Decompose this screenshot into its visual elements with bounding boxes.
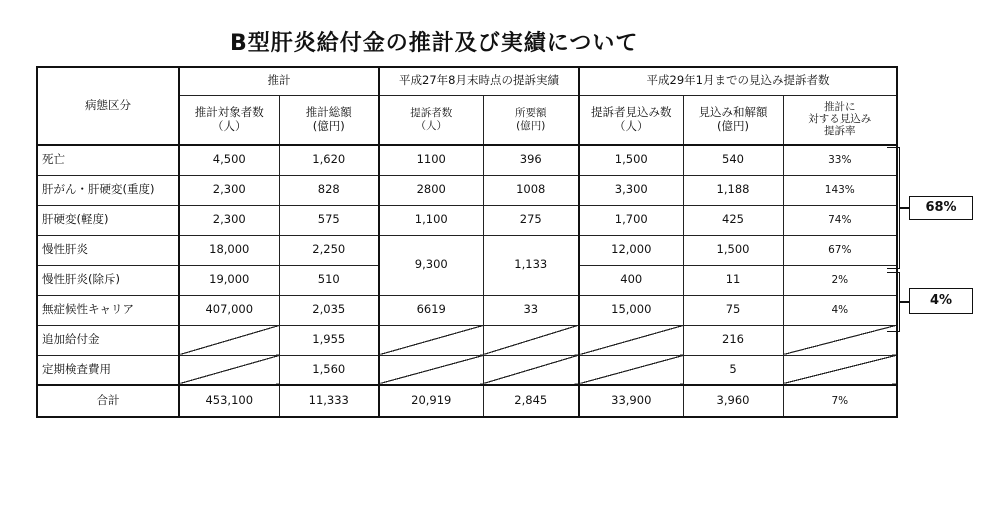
cell-fc-people: 1,500 (579, 145, 683, 175)
total-act-amount: 2,845 (483, 385, 579, 417)
total-label: 合計 (37, 385, 179, 417)
row-category: 定期検査費用 (37, 355, 179, 385)
cell-act-people: 1100 (379, 145, 483, 175)
table-row (37, 145, 897, 175)
row-category: 肝硬変(軽度) (37, 205, 179, 235)
cell-fc-amount: 216 (683, 325, 783, 355)
cell-empty-diagonal (379, 355, 483, 385)
cell-rate: 33% (783, 145, 897, 175)
header-est-amount (279, 95, 379, 145)
cell-fc-amount: 1,188 (683, 175, 783, 205)
total-act-people: 20,919 (379, 385, 483, 417)
cell-empty-diagonal (783, 325, 897, 355)
cell-fc-people: 1,700 (579, 205, 683, 235)
cell-empty-diagonal (483, 355, 579, 385)
cell-est-amount: 575 (279, 205, 379, 235)
cell-act-people: 2800 (379, 175, 483, 205)
cell-act-amount-merged: 1,133 (483, 235, 579, 295)
header-act-amount-label: 所要額 (515, 107, 547, 120)
total-est-people: 453,100 (179, 385, 279, 417)
cell-empty-diagonal (579, 325, 683, 355)
cell-est-people: 4,500 (179, 145, 279, 175)
header-fc-amount (683, 95, 783, 145)
cell-act-people-merged: 9,300 (379, 235, 483, 295)
table-row (37, 295, 897, 325)
cell-empty-diagonal (179, 355, 279, 385)
upper-bracket-tick (899, 207, 909, 209)
estimate-table (36, 66, 898, 418)
cell-rate: 74% (783, 205, 897, 235)
header-fc-rate (783, 95, 897, 145)
header-group-estimate: 推計 (179, 67, 379, 95)
cell-rate: 4% (783, 295, 897, 325)
header-est-people-unit: （人） (212, 118, 247, 133)
header-fc-rate-line3: 提訴率 (824, 124, 856, 137)
header-fc-rate-line1: 推計に (824, 101, 856, 114)
row-category: 無症候性キャリア (37, 295, 179, 325)
cell-fc-amount: 425 (683, 205, 783, 235)
cell-est-people: 2,300 (179, 205, 279, 235)
table-row (37, 235, 897, 265)
cell-fc-amount: 1,500 (683, 235, 783, 265)
upper-callout-box: 68% (909, 196, 973, 220)
total-est-amount: 11,333 (279, 385, 379, 417)
header-act-people (379, 95, 483, 145)
cell-empty-diagonal (379, 325, 483, 355)
cell-rate: 143% (783, 175, 897, 205)
header-est-people-label: 推計対象者数 (194, 104, 264, 119)
cell-est-people: 18,000 (179, 235, 279, 265)
header-act-amount (483, 95, 579, 145)
cell-rate: 67% (783, 235, 897, 265)
cell-fc-people: 3,300 (579, 175, 683, 205)
lower-bracket-tick (899, 301, 909, 303)
header-fc-rate-line2: 対する見込み (808, 112, 872, 125)
header-fc-people-unit: （人） (614, 118, 649, 133)
header-act-people-unit: （人） (415, 119, 447, 132)
cell-act-amount: 1008 (483, 175, 579, 205)
lower-callout-box: 4% (909, 288, 973, 314)
header-fc-people-label: 提訴者見込み数 (591, 104, 672, 119)
row-category: 肝がん・肝硬変(重度) (37, 175, 179, 205)
cell-est-amount: 1,560 (279, 355, 379, 385)
header-group-actual: 平成27年8月末時点の提訴実績 (379, 67, 579, 95)
header-fc-people (579, 95, 683, 145)
cell-est-people: 19,000 (179, 265, 279, 295)
cell-est-amount: 2,035 (279, 295, 379, 325)
header-fc-amount-unit: (億円) (717, 118, 749, 133)
row-category: 追加給付金 (37, 325, 179, 355)
table-row (37, 205, 897, 235)
header-act-people-label: 提訴者数 (410, 107, 453, 120)
total-row (37, 385, 897, 417)
cell-act-amount: 275 (483, 205, 579, 235)
cell-act-people: 1,100 (379, 205, 483, 235)
cell-fc-amount: 11 (683, 265, 783, 295)
cell-act-amount: 396 (483, 145, 579, 175)
cell-est-amount: 2,250 (279, 235, 379, 265)
cell-est-people: 2,300 (179, 175, 279, 205)
total-fc-people: 33,900 (579, 385, 683, 417)
header-group-forecast: 平成29年1月までの見込み提訴者数 (579, 67, 897, 95)
header-est-amount-label: 推計総額 (305, 104, 352, 119)
header-est-people (179, 95, 279, 145)
total-fc-amount: 3,960 (683, 385, 783, 417)
cell-est-amount: 828 (279, 175, 379, 205)
cell-rate: 2% (783, 265, 897, 295)
header-est-amount-unit: (億円) (312, 118, 345, 133)
cell-est-amount: 1,620 (279, 145, 379, 175)
table-row (37, 175, 897, 205)
cell-empty-diagonal (483, 325, 579, 355)
row-category: 慢性肝炎(除斥) (37, 265, 179, 295)
cell-act-people: 6619 (379, 295, 483, 325)
cell-empty-diagonal (179, 325, 279, 355)
cell-fc-amount: 540 (683, 145, 783, 175)
cell-fc-people: 400 (579, 265, 683, 295)
header-act-amount-unit: (億円) (516, 119, 546, 132)
cell-empty-diagonal (783, 355, 897, 385)
cell-est-people: 407,000 (179, 295, 279, 325)
cell-est-amount: 510 (279, 265, 379, 295)
cell-act-amount: 33 (483, 295, 579, 325)
cell-fc-amount: 75 (683, 295, 783, 325)
table-row (37, 325, 897, 355)
cell-empty-diagonal (579, 355, 683, 385)
table-row (37, 355, 897, 385)
row-category: 慢性肝炎 (37, 235, 179, 265)
total-rate: 7% (783, 385, 897, 417)
cell-fc-people: 15,000 (579, 295, 683, 325)
cell-fc-people: 12,000 (579, 235, 683, 265)
cell-fc-amount: 5 (683, 355, 783, 385)
header-fc-amount-label: 見込み和解額 (698, 104, 768, 119)
header-category: 病態区分 (37, 67, 179, 145)
page-title: B型肝炎給付金の推計及び実績について (230, 31, 639, 56)
cell-est-amount: 1,955 (279, 325, 379, 355)
row-category: 死亡 (37, 145, 179, 175)
